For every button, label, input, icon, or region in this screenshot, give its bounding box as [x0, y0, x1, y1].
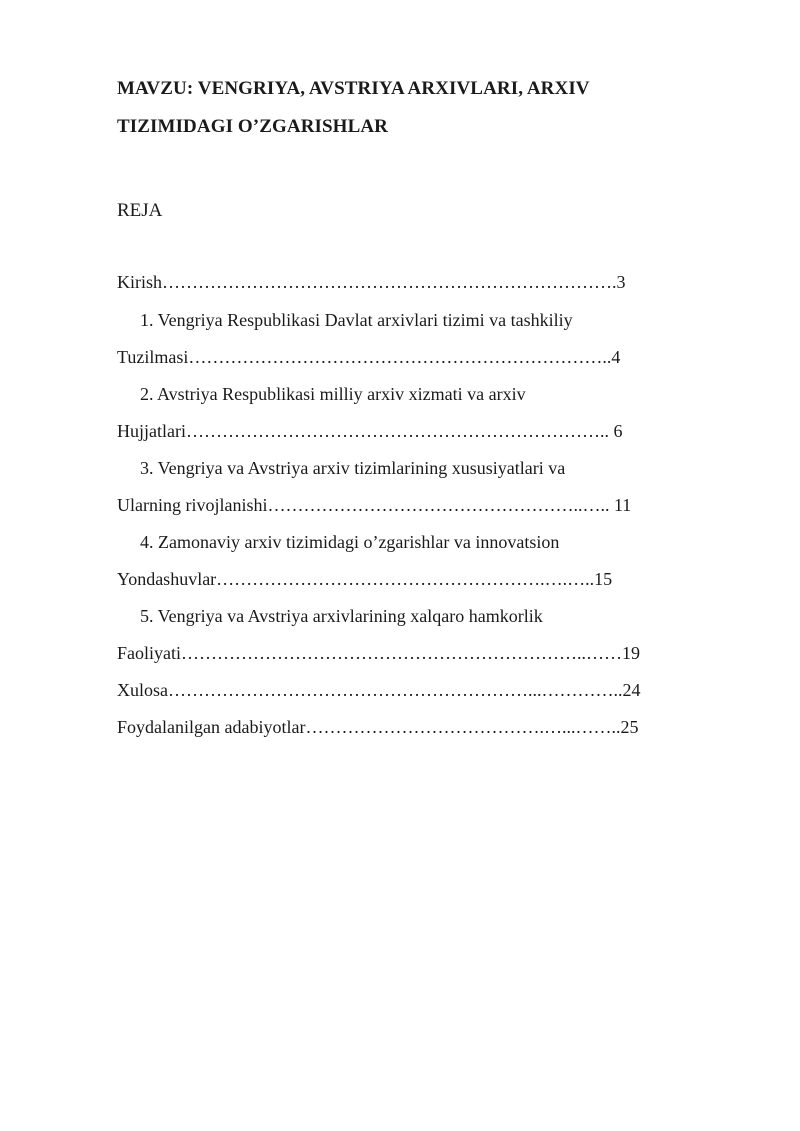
toc-entry-3-cont: Ularning rivojlanishi……………………………………………..….. 11: [117, 495, 632, 515]
plan-heading: REJA: [117, 200, 163, 221]
toc-entry-5-cont: Faoliyati…………………………………………………………..……19: [117, 643, 640, 663]
toc-entry-references: Foydalanilgan adabiyotlar………………………………….…...……..25: [117, 717, 639, 737]
toc-entry-1-cont: Tuzilmasi……………………………………………………………..4: [117, 347, 621, 367]
toc-entry-kirish: Kirish………………………………………………………………….3: [117, 272, 626, 292]
toc-entry-4-cont: Yondashuvlar……………………………………………….….…..15: [117, 569, 613, 589]
toc-entry-4-title: 4. Zamonaviy arxiv tizimidagi o’zgarishlar va innovatsion: [140, 532, 560, 552]
toc-entry-1-title: 1. Vengriya Respublikasi Davlat arxivlari tizimi va tashkiliy: [140, 310, 573, 330]
toc-entry-2-title: 2. Avstriya Respublikasi milliy arxiv xizmati va arxiv: [140, 384, 526, 404]
title-line-1: MAVZU: VENGRIYA, AVSTRIYA ARXIVLARI, ARXIV: [117, 78, 590, 99]
toc-entry-2-cont: Hujjatlari…………………………………………………………….. 6: [117, 421, 623, 441]
toc-entry-xulosa: Xulosa……………………………………………………...…………..24: [117, 680, 641, 700]
title-line-2: TIZIMIDAGI O’ZGARISHLAR: [117, 116, 388, 137]
toc-entry-5-title: 5. Vengriya va Avstriya arxivlarining xalqaro hamkorlik: [140, 606, 543, 626]
toc-entry-3-title: 3. Vengriya va Avstriya arxiv tizimlarining xususiyatlari va: [140, 458, 566, 478]
